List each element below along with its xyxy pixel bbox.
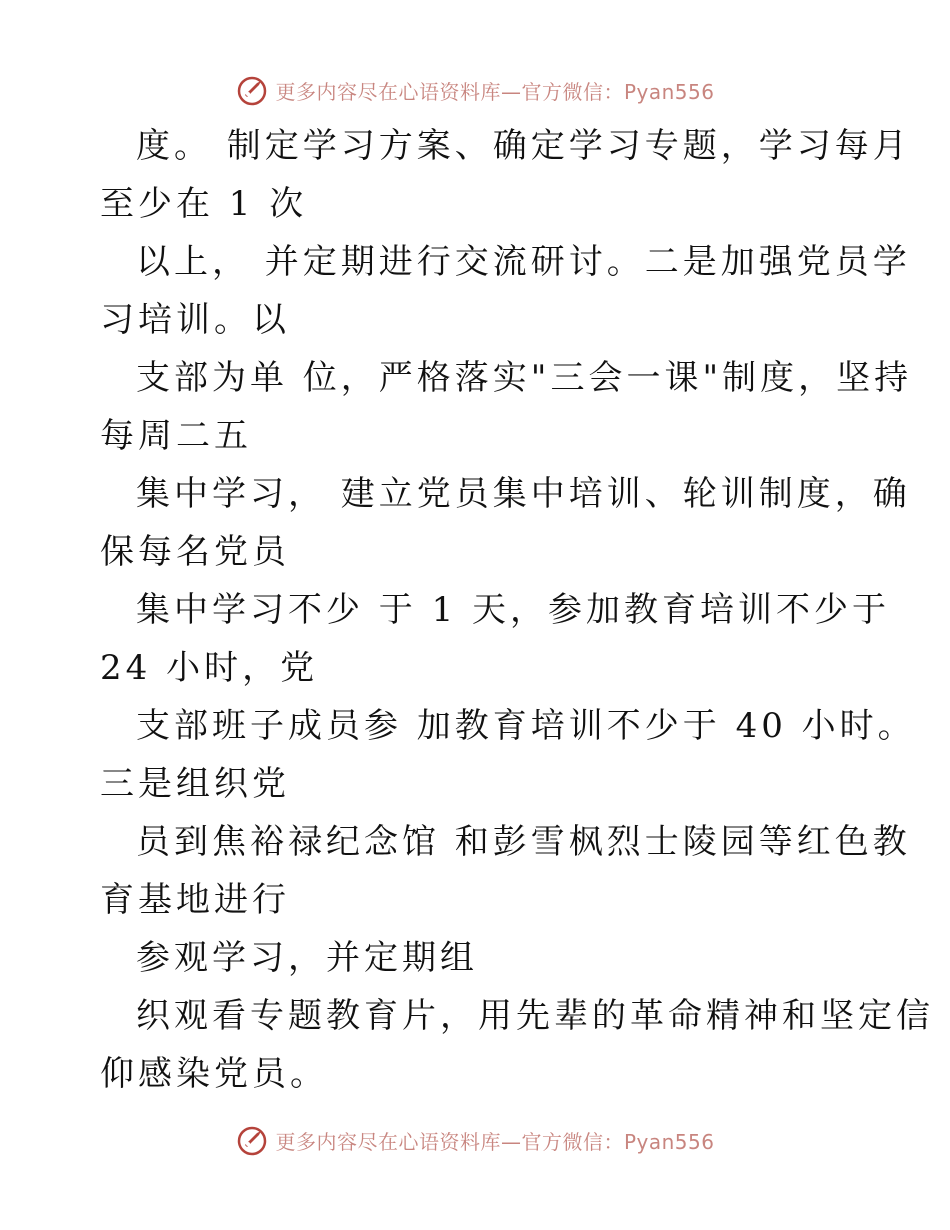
footer-watermark [0,1120,950,1160]
body-text-line: 保每名党员 [100,532,290,572]
body-text-line: 每周二五 [100,416,252,456]
body-text-line: 员到焦裕禄纪念馆 和彭雪枫烈士陵园等红色教 [136,822,911,862]
header-watermark [0,70,950,110]
body-text-line: 仰感染党员。 [100,1054,328,1094]
watermark-text: 更多内容尽在心语资料库—官方微信：Pyan556 [275,1129,715,1154]
body-text-line: 度。 制定学习方案、确定学习专题，学习每月 [136,126,911,166]
body-text-line: 支部为单 位，严格落实"三会一课"制度，坚持 [136,358,913,398]
body-text-line: 织观看专题教育片，用先辈的革命精神和坚定信 [136,996,934,1036]
body-text-line: 三是组织党 [100,764,290,804]
pen-nib-logo-icon [235,73,269,107]
body-text-line: 24 小时，党 [100,648,319,688]
body-text-line: 至少在 1 次 [100,184,308,224]
pen-nib-logo-icon [235,1123,269,1157]
body-text-line: 参观学习，并定期组 [136,938,478,978]
body-text-line: 育基地进行 [100,880,290,920]
body-text-line: 集中学习， 建立党员集中培训、轮训制度，确 [136,474,911,514]
body-text-line: 以上， 并定期进行交流研讨。二是加强党员学 [136,242,911,282]
body-text-line: 支部班子成员参 加教育培训不少于 40 小时。 [136,706,916,746]
body-text-line: 集中学习不少 于 1 天，参加教育培训不少于 [136,590,891,630]
body-text-line: 习培训。以 [100,300,290,340]
watermark-text: 更多内容尽在心语资料库—官方微信：Pyan556 [275,79,715,104]
document-body [100,117,934,1103]
